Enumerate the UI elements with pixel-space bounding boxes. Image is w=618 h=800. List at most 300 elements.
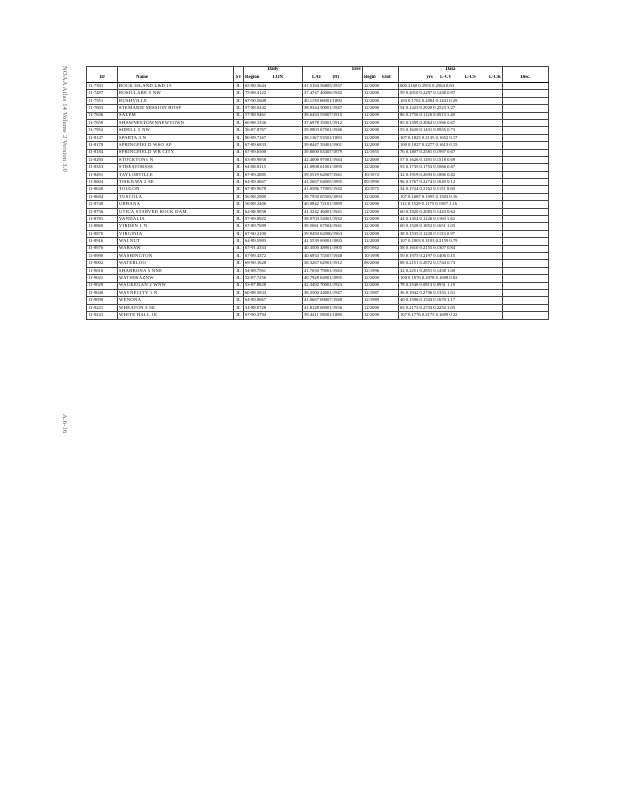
header-lcv: L-CV: [440, 74, 452, 80]
cell-id: 11-8147: [87, 134, 118, 141]
cell-name: WALNUT: [118, 238, 234, 245]
cell-begin: 09/1962: [363, 245, 399, 252]
cell-name: SHABBONA 5 NNE: [118, 267, 234, 274]
header-st: ST: [234, 75, 244, 83]
cell-data-values: 65 0.2173 0.2733 0.2252 1.05: [399, 304, 503, 311]
cell-region-lon: 69-90.1628: [244, 260, 303, 267]
cell-name: STREATORSSE: [118, 164, 234, 171]
table-row: [87, 119, 549, 126]
cell-disc: [503, 193, 549, 200]
cell-region-lon: 64-88.8115: [244, 164, 303, 171]
header-lcs: L-CS: [464, 74, 476, 80]
cell-id: 11-9002: [87, 260, 118, 267]
header-end: End: [381, 74, 391, 80]
cell-lat-elev: 37.6978 35001/1912: [303, 119, 363, 126]
cell-id: 11-8293: [87, 156, 118, 163]
cell-data-values: 96 0.1767 0.2274 0.1649 0.12: [399, 179, 503, 186]
cell-lat-elev: 41.7650 79001/1943: [303, 267, 363, 274]
cell-name: WATERLOO: [118, 260, 234, 267]
cell-lat-elev: 41.8128 68001/1936: [303, 304, 363, 311]
cell-region-lon: 67-89.9078: [244, 186, 303, 193]
cell-begin: 12/2000: [363, 216, 399, 223]
cell-id: 11-7952: [87, 127, 118, 134]
cell-state: IL: [234, 112, 244, 119]
cell-begin: 12/2000: [363, 208, 399, 215]
cell-data-values: 103 0.1702 0.2084 0.1441 0.29: [399, 97, 503, 104]
header-lon: LON: [272, 74, 284, 80]
cell-name: TISKILWA 2 SE: [118, 179, 234, 186]
cell-id: 11-8630: [87, 186, 118, 193]
header-daily: Daily: [244, 67, 303, 75]
cell-state: IL: [234, 186, 244, 193]
cell-id: 11-8870: [87, 230, 118, 237]
cell-data-values: 36 0.1942 0.2706 0.1333 1.01: [399, 289, 503, 296]
header-data: Data: [399, 67, 503, 75]
cell-state: IL: [234, 83, 244, 90]
cell-lat-elev: 42.3492 70001/1923: [303, 282, 363, 289]
cell-name: URBANA: [118, 201, 234, 208]
cell-name: VIRGINIA: [118, 230, 234, 237]
cell-state: IL: [234, 275, 244, 282]
cell-state: IL: [234, 267, 244, 274]
cell-region-lon: 57-88.9461: [244, 112, 303, 119]
cell-id: 11-8781: [87, 216, 118, 223]
header-disc: Disc.: [503, 75, 549, 83]
cell-id: 11-7659: [87, 119, 118, 126]
cell-state: IL: [234, 252, 244, 259]
cell-region-lon: 52-87.7256: [244, 275, 303, 282]
cell-disc: [503, 208, 549, 215]
cell-region-lon: 56-87.8767: [244, 127, 303, 134]
cell-state: IL: [234, 282, 244, 289]
cell-data-values: 93 0.1735 0.1753 0.1066 0.87: [399, 164, 503, 171]
cell-region-lon: 67-89.6500: [244, 149, 303, 156]
cell-name: WAYNECITY 1 N: [118, 289, 234, 296]
table-row: [87, 156, 549, 163]
cell-disc: [503, 216, 549, 223]
header-yrs: yrs: [426, 74, 433, 80]
cell-lat-elev: 38.3267 62901/1912: [303, 260, 363, 267]
cell-state: IL: [234, 90, 244, 97]
cell-begin: 12/2000: [363, 164, 399, 171]
cell-data-values: 107 0.1825 0.2135 0.1652 0.17: [399, 134, 503, 141]
table-row: [87, 304, 549, 311]
cell-state: IL: [234, 149, 244, 156]
cell-name: WENONA: [118, 297, 234, 304]
cell-data-values: 76 0.1807 0.2581 0.1997 0.67: [399, 149, 503, 156]
cell-region-lon: 54-88.7561: [244, 267, 303, 274]
cell-disc: [503, 252, 549, 259]
cell-region-lon: 54-88.0728: [244, 304, 303, 311]
cell-id: 11-8491: [87, 171, 118, 178]
cell-begin: 12/2000: [363, 193, 399, 200]
cell-state: IL: [234, 289, 244, 296]
cell-data-values: 78 0.1548 0.0813 0.0931 1.19: [399, 282, 503, 289]
cell-begin: 12/2000: [363, 119, 399, 126]
cell-begin: 12/2000: [363, 275, 399, 282]
cell-name: SPARTA 3 N: [118, 134, 234, 141]
cell-data-values: 54 0.1423 0.2920 0.2523 3.27: [399, 105, 503, 112]
cell-data-values: 44 0.1454 0.1226 0.1160 1.62: [399, 216, 503, 223]
cell-name: SALEM: [118, 112, 234, 119]
table-row: [87, 216, 549, 223]
table-row: [87, 260, 549, 267]
cell-region-lon: 75-88.4122: [244, 90, 303, 97]
cell-data-values: 55 0.1620 0.1431 0.0935 0.73: [399, 127, 503, 134]
station-data-table: [86, 66, 549, 320]
table-row: [87, 245, 549, 252]
cell-data-values: 38 0.1535 0.1220 0.1133 0.97: [399, 230, 503, 237]
header-data-cols: [399, 75, 503, 83]
table-row: [87, 275, 549, 282]
cell-disc: [503, 304, 549, 311]
table-row: [87, 142, 549, 149]
cell-id: 11-7636: [87, 112, 118, 119]
cell-lat-elev: 39.5061 67504/1941: [303, 223, 363, 230]
cell-id: 11-8756: [87, 208, 118, 215]
cell-disc: [503, 83, 549, 90]
table-row: [87, 186, 549, 193]
cell-state: IL: [234, 134, 244, 141]
cell-disc: [503, 223, 549, 230]
table-row: [87, 238, 549, 245]
cell-data-values: 85 0.1599 0.2064 0.1586 0.67: [399, 119, 503, 126]
header-ft: (ft): [332, 74, 340, 80]
header-row-top: [87, 67, 549, 75]
cell-name: SIDELL 5 NW: [118, 127, 234, 134]
cell-name: TAYLORVILLE: [118, 171, 234, 178]
cell-id: 11-8604: [87, 179, 118, 186]
header-lat-ft: [303, 75, 363, 83]
cell-lat-elev: 38.9703 54001/1932: [303, 216, 363, 223]
cell-disc: [503, 179, 549, 186]
cell-disc: [503, 134, 549, 141]
table-row: [87, 105, 549, 112]
cell-state: IL: [234, 223, 244, 230]
cell-lat-elev: 41.0586 77005/1942: [303, 186, 363, 193]
station-table-container: [86, 66, 548, 320]
cell-id: 11-7603: [87, 105, 118, 112]
cell-id: 11-7551: [87, 97, 118, 104]
cell-state: IL: [234, 164, 244, 171]
cell-data-values: 60 0.1820 0.2083 0.1443 0.62: [399, 208, 503, 215]
table-row: [87, 179, 549, 186]
cell-id: 11-9090: [87, 297, 118, 304]
cell-begin: 12/2000: [363, 304, 399, 311]
cell-begin: 12/1989: [363, 297, 399, 304]
cell-name: WHEATON 3 SE: [118, 304, 234, 311]
cell-begin: 12/2000: [363, 156, 399, 163]
cell-begin: 12/2000: [363, 230, 399, 237]
table-row: [87, 171, 549, 178]
cell-state: IL: [234, 97, 244, 104]
header-elev: Elev: [303, 67, 363, 75]
cell-region-lon: 57-89.0922: [244, 216, 303, 223]
cell-data-values: 32 0.2251 0.2851 0.1438 1.00: [399, 267, 503, 274]
cell-name: ROCK ISLAND L&D 15: [118, 83, 234, 90]
cell-data-values: 58 0.1610 0.2155 0.1307 0.84: [399, 245, 503, 252]
cell-state: IL: [234, 297, 244, 304]
cell-name: RUSHVILLE: [118, 97, 234, 104]
cell-lat-elev: 39.7950 65503/1893: [303, 193, 363, 200]
cell-begin: 12/2000: [363, 282, 399, 289]
table-row: [87, 164, 549, 171]
cell-name: SHAWNEETOWNNEWTOWN: [118, 119, 234, 126]
cell-disc: [503, 238, 549, 245]
header-begin-end: [363, 75, 399, 83]
cell-data-values: 40 0.1596 0.1543 0.1670 1.17: [399, 297, 503, 304]
cell-state: IL: [234, 312, 244, 319]
cell-id: 11-8976: [87, 245, 118, 252]
cell-data-values: 112 0.1529 0.1175 0.1587 1.16: [399, 201, 503, 208]
cell-id: 11-9029: [87, 282, 118, 289]
cell-state: IL: [234, 304, 244, 311]
cell-state: IL: [234, 245, 244, 252]
cell-lat-elev: 38.1167 53501/1893: [303, 134, 363, 141]
cell-region-lon: 67-90.2100: [244, 230, 303, 237]
table-row: [87, 193, 549, 200]
table-row: [87, 312, 549, 319]
cell-region-lon: 80-89.7167: [244, 134, 303, 141]
cell-disc: [503, 164, 549, 171]
page-number-vertical: A.6-16: [61, 414, 68, 434]
header-lat: LAT: [312, 74, 322, 80]
cell-id: 11-8184: [87, 149, 118, 156]
cell-disc: [503, 186, 549, 193]
cell-begin: 12/2000: [363, 105, 399, 112]
table-row: [87, 127, 549, 134]
cell-region-lon: 60-88.5833: [244, 289, 303, 296]
table-row: [87, 267, 549, 274]
cell-lat-elev: 38.6433 55007/1915: [303, 112, 363, 119]
cell-state: IL: [234, 208, 244, 215]
cell-begin: 12/2000: [363, 127, 399, 134]
cell-begin: 12/2000: [363, 83, 399, 90]
cell-id: 11-9241: [87, 312, 118, 319]
cell-region-lon: 60-88.1336: [244, 119, 303, 126]
cell-lat-elev: 39.8000 63307/1879: [303, 149, 363, 156]
header-id: ID: [87, 75, 118, 83]
cell-data-values: 100 0.1827 0.2277 0.1613 0.15: [399, 142, 503, 149]
cell-lat-elev: 42.4006 97001/1944: [303, 156, 363, 163]
cell-name: STEMARIE MISSION HOSP: [118, 105, 234, 112]
cell-id: 11-8860: [87, 223, 118, 230]
header-begin: Begin: [364, 74, 376, 80]
table-row: [87, 297, 549, 304]
cell-lat-elev: 39.8447 59401/1901: [303, 142, 363, 149]
cell-id: 11-8684: [87, 193, 118, 200]
cell-state: IL: [234, 216, 244, 223]
cell-lat-elev: 38.9344 50001/1947: [303, 105, 363, 112]
cell-id: 11-8740: [87, 201, 118, 208]
cell-disc: [503, 149, 549, 156]
cell-disc: [503, 97, 549, 104]
cell-lat-elev: 41.2667 64005/1895: [303, 179, 363, 186]
cell-region-lon: 67-90.5608: [244, 97, 303, 104]
cell-begin: 12/1955: [363, 149, 399, 156]
cell-begin: 12/2000: [363, 312, 399, 319]
cell-begin: 12/1987: [363, 289, 399, 296]
cell-lat-elev: 41.5194 56805/1937: [303, 83, 363, 90]
cell-name: VANDALIA: [118, 216, 234, 223]
cell-lat-elev: 37.4747 40006/1942: [303, 90, 363, 97]
cell-disc: [503, 312, 549, 319]
cell-region-lon: 67-89.4372: [244, 252, 303, 259]
cell-lat-elev: 39.9803 67501/1946: [303, 127, 363, 134]
cell-disc: [503, 245, 549, 252]
table-row: [87, 252, 549, 259]
cell-begin: 12/2000: [363, 112, 399, 119]
cell-lat-elev: 39.4411 58001/1888: [303, 312, 363, 319]
cell-region-lon: 67-90.3794: [244, 312, 303, 319]
cell-name: VIRDEN 1 N: [118, 223, 234, 230]
cell-data-values: 32 0.1919 0.2693 0.1886 0.82: [399, 171, 503, 178]
cell-lat-elev: 39.9450 62006/1963: [303, 230, 363, 237]
cell-disc: [503, 142, 549, 149]
cell-data-values: 86 0.1756 0.1126 0.0513 1.40: [399, 112, 503, 119]
station-rows: [87, 83, 549, 320]
cell-name: ROSICLARE 5 NW: [118, 90, 234, 97]
cell-id: 11-9040: [87, 289, 118, 296]
header-region-lon: [244, 75, 303, 83]
cell-begin: 12/2000: [363, 201, 399, 208]
cell-lat-elev: 38.3500 44001/1947: [303, 289, 363, 296]
cell-data-values: 600.2160 0.2955 0.2564 0.63: [399, 83, 503, 90]
cell-data-values: 34 0.1724 0.2162 0.1151 0.60: [399, 186, 503, 193]
cell-region-lon: 64-89.0667: [244, 297, 303, 304]
table-row: [87, 223, 549, 230]
cell-region-lon: 57-88.0242: [244, 105, 303, 112]
cell-region-lon: 67-89.7689: [244, 223, 303, 230]
cell-disc: [503, 90, 549, 97]
cell-begin: 12/2000: [363, 238, 399, 245]
table-row: [87, 282, 549, 289]
cell-lat-elev: 41.5539 69001/1893: [303, 238, 363, 245]
cell-lat-elev: 40.7928 62001/1895: [303, 275, 363, 282]
cell-begin: 09/1990: [363, 179, 399, 186]
cell-region-lon: 64-89.4667: [244, 179, 303, 186]
table-row: [87, 208, 549, 215]
cell-data-values: 107 0.1687 0.1995 0.1503 0.16: [399, 193, 503, 200]
cell-region-lon: 56-88.2406: [244, 201, 303, 208]
cell-state: IL: [234, 260, 244, 267]
cell-disc: [503, 230, 549, 237]
cell-state: IL: [234, 201, 244, 208]
cell-data-values: 50 0.1975 0.2197 0.1406 0.15: [399, 252, 503, 259]
header-row-bottom: [87, 75, 549, 83]
cell-disc: [503, 171, 549, 178]
cell-region-lon: 63-89.9958: [244, 156, 303, 163]
cell-lat-elev: 41.0908 61001/1895: [303, 164, 363, 171]
cell-data-values: 88 0.2151 0.2872 0.1744 0.73: [399, 260, 503, 267]
cell-disc: [503, 156, 549, 163]
cell-begin: 08/2000: [363, 260, 399, 267]
cell-disc: [503, 282, 549, 289]
table-row: [87, 134, 549, 141]
cell-region-lon: 62-88.9858: [244, 208, 303, 215]
cell-begin: 12/2000: [363, 142, 399, 149]
table-row: [87, 289, 549, 296]
cell-disc: [503, 119, 549, 126]
table-row: [87, 149, 549, 156]
header-region: Region: [245, 74, 260, 80]
cell-lat-elev: 40.3500 48901/1905: [303, 245, 363, 252]
cell-state: IL: [234, 179, 244, 186]
table-row: [87, 83, 549, 90]
cell-state: IL: [234, 105, 244, 112]
cell-id: 11-7487: [87, 90, 118, 97]
cell-region-lon: 56-88.2900: [244, 193, 303, 200]
cell-begin: 12/2000: [363, 90, 399, 97]
cell-state: IL: [234, 119, 244, 126]
table-row: [87, 201, 549, 208]
cell-begin: 12/1996: [363, 267, 399, 274]
cell-id: 11-8916: [87, 238, 118, 245]
cell-disc: [503, 275, 549, 282]
cell-lat-elev: 40.0842 72101/1889: [303, 201, 363, 208]
cell-begin: 10/1998: [363, 252, 399, 259]
cell-region-lon: 53-87.8828: [244, 282, 303, 289]
cell-begin: 10/1972: [363, 171, 399, 178]
cell-begin: 12/2000: [363, 223, 399, 230]
table-row: [87, 90, 549, 97]
cell-name: SPRINGFIELD WB CITY: [118, 149, 234, 156]
header-name: Name: [118, 75, 234, 83]
cell-name: WATSEKAZNW: [118, 275, 234, 282]
cell-lat-elev: 40.6953 75507/1948: [303, 252, 363, 259]
cell-id: 11-8353: [87, 164, 118, 171]
cell-data-values: 100 0.1976 0.2978 0.1698 0.82: [399, 275, 503, 282]
cell-disc: [503, 289, 549, 296]
cell-name: TOULON: [118, 186, 234, 193]
cell-name: TUSCOLA: [118, 193, 234, 200]
document-title-vertical: NOAA Atlas 14 Volume 2 Version 3.0: [61, 66, 68, 172]
cell-id: 11-8990: [87, 252, 118, 259]
cell-disc: [503, 112, 549, 119]
table-row: [87, 97, 549, 104]
cell-region-lon: 67-89.6833: [244, 142, 303, 149]
cell-id: 11-9221: [87, 304, 118, 311]
cell-name: WARSAW: [118, 245, 234, 252]
cell-state: IL: [234, 230, 244, 237]
cell-begin: 12/2000: [363, 97, 399, 104]
cell-disc: [503, 127, 549, 134]
cell-name: WAUKEGAN 2 WNW: [118, 282, 234, 289]
cell-id: 11-9010: [87, 267, 118, 274]
cell-state: IL: [234, 127, 244, 134]
cell-region-lon: 65-90.5644: [244, 83, 303, 90]
header-lck: L-CK: [489, 74, 501, 80]
cell-begin: 12/2000: [363, 134, 399, 141]
cell-disc: [503, 201, 549, 208]
cell-disc: [503, 105, 549, 112]
cell-state: IL: [234, 156, 244, 163]
cell-data-values: 57 0.1626 0.1491 0.1518 0.69: [399, 156, 503, 163]
table-row: [87, 230, 549, 237]
cell-lat-elev: 40.1158 66001/1890: [303, 97, 363, 104]
cell-name: UTICA STARVED ROCK DAM: [118, 208, 234, 215]
cell-data-values: 107 0.1776 0.2175 0.1699 0.22: [399, 312, 503, 319]
cell-disc: [503, 267, 549, 274]
cell-disc: [503, 260, 549, 267]
cell-id: 11-7391: [87, 83, 118, 90]
cell-data-values: 60 0.1528 0.1852 0.1651 1.05: [399, 223, 503, 230]
cell-state: IL: [234, 193, 244, 200]
cell-id: 11-8179: [87, 142, 118, 149]
cell-region-lon: 67-91.4333: [244, 245, 303, 252]
cell-lat-elev: 39.5519 62007/1941: [303, 171, 363, 178]
cell-state: IL: [234, 171, 244, 178]
